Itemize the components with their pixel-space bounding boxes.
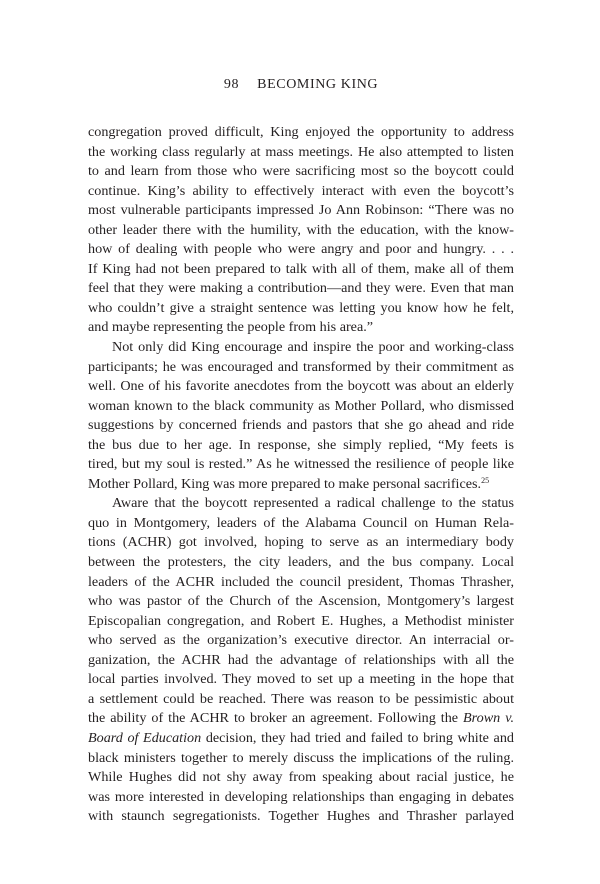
text-line: well. One of his favorite anecdotes from the boycott was about an elderly — [88, 378, 514, 395]
text-line: was more interested in developing relationships than engaging in debates — [88, 788, 514, 805]
text-line: tions (ACHR) got involved, hoping to serve as an intermediary body — [88, 534, 514, 551]
text-line: local parties involved. They moved to set up a meeting in the hope that — [88, 671, 514, 688]
text-line: the ability of the ACHR to broker an agreement. Following the — [88, 710, 464, 727]
text-line: suggestions by concerned friends and pastors that she go ahead and ride — [88, 417, 514, 434]
text-line-with-footnote — [88, 475, 514, 495]
text-line: tired, but my soul is rested.” As he witnessed the resilience of people like — [88, 456, 514, 473]
paragraph-3 — [88, 494, 514, 826]
text-line: to and learn from those who were sacrificing most so the boycott could — [88, 163, 514, 180]
text-line: who served as the organization’s executive director. An interracial or- — [88, 632, 514, 649]
text-line: with staunch segregationists. Together Hughes and Thrasher parlayed — [88, 808, 514, 825]
paragraph-1 — [88, 123, 514, 338]
text-line-with-italic — [88, 709, 514, 729]
text-line: the bus due to her age. In response, she simply replied, “My feets is — [88, 436, 514, 453]
text-line: If King had not been prepared to talk with all of them, make all of them — [88, 260, 514, 277]
text-line: between the protesters, the city leaders, and the bus company. Local — [88, 554, 514, 571]
text-line: Mother Pollard, King was more prepared to make personal sacrifices. — [88, 475, 482, 492]
text-line: Not only did King encourage and inspire the poor and working-class — [112, 339, 514, 356]
text-line: the working class regularly at mass meetings. He also attempted to listen — [88, 143, 514, 160]
paragraph-2 — [88, 338, 514, 494]
body-text — [88, 123, 514, 827]
page-number: 98 — [223, 77, 240, 92]
text-line: participants; he was encouraged and transformed by their commitment as — [88, 358, 514, 375]
text-line: other leader there with the humility, with the education, with the know- — [88, 221, 514, 238]
text-line: who couldn’t give a straight sentence was letting you know how he felt, — [88, 299, 514, 316]
text-line: decision, they had tried and failed to bring white and — [205, 729, 514, 746]
text-line: Episcopalian congregation, and Robert E. Hughes, a Methodist minister — [88, 612, 514, 629]
footnote-marker[interactable]: 25 — [481, 475, 490, 485]
text-line: continue. King’s ability to effectively interact with even the boycott’s — [88, 182, 514, 199]
italic-case-name: Brown v. — [463, 710, 514, 727]
text-line: who was pastor of the Church of the Ascension, Montgomery’s largest — [88, 593, 514, 610]
text-line: black ministers together to merely discuss the implications of the ruling. — [88, 749, 514, 766]
text-line: how of dealing with people who were angry and poor and hungry. . . . — [88, 241, 514, 258]
italic-case-name: Board of Education — [88, 729, 202, 746]
running-head — [88, 77, 514, 93]
text-line: woman known to the black community as Mother Pollard, who dismissed — [88, 397, 514, 414]
text-line: and maybe representing the people from his area.” — [88, 319, 374, 336]
text-line: ganization, the ACHR had the advantage of relationships with all the — [88, 651, 514, 668]
text-line: congregation proved difficult, King enjoyed the opportunity to address — [88, 124, 514, 140]
text-line: feel that they were making a contribution—and they were. Even that man — [88, 280, 514, 297]
text-line: leaders of the ACHR included the council president, Thomas Thrasher, — [88, 573, 514, 590]
text-line: a settlement could be reached. There was reason to be pessimistic about — [88, 690, 514, 707]
text-line: most vulnerable participants impressed Jo Ann Robinson: “There was no — [88, 202, 514, 219]
text-line: While Hughes did not shy away from speaking about racial justice, he — [88, 769, 514, 786]
running-title: BECOMING KING — [257, 77, 379, 92]
text-line-with-italic — [88, 729, 514, 749]
text-line: Aware that the boycott represented a radical challenge to the status — [112, 495, 514, 512]
text-line: quo in Montgomery, leaders of the Alabama Council on Human Rela- — [88, 514, 514, 531]
